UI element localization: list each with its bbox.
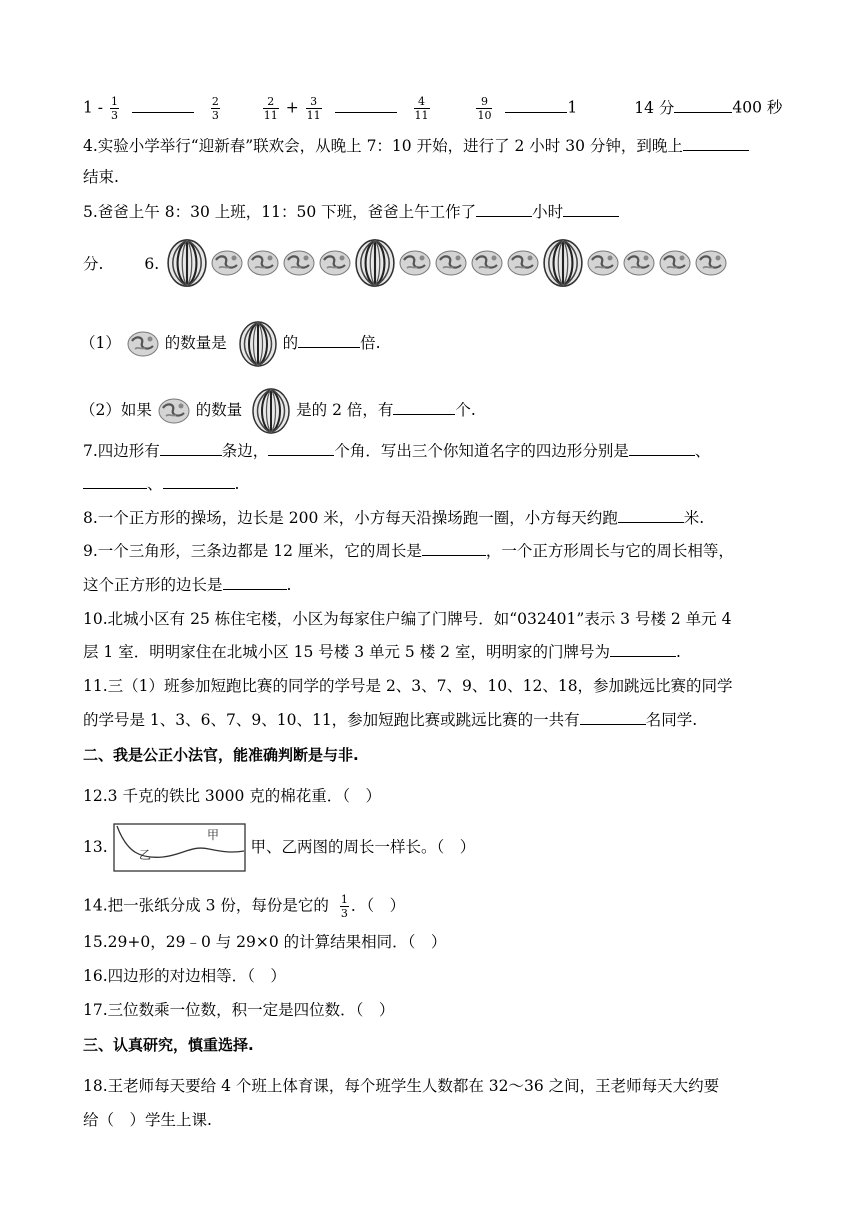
q9-line-1 xyxy=(83,541,734,561)
q3b-blank[interactable] xyxy=(335,98,397,113)
q3b-fraction-1: $\frac{2}{11}$ xyxy=(263,95,278,122)
watermelon-icon xyxy=(542,237,584,289)
q6-sub2-blank[interactable] xyxy=(393,400,455,415)
small-fruit-icon xyxy=(470,248,504,278)
q6-sub1-blank[interactable] xyxy=(298,333,360,348)
q3d-lhs: 14 分 xyxy=(634,98,675,117)
q6-sub1-prefix: （1） xyxy=(80,334,121,352)
small-fruit-icon xyxy=(586,248,620,278)
q14-text: 14.把一张纸分成 3 份，每份是它的 xyxy=(83,896,329,915)
small-fruit-icon xyxy=(398,248,432,278)
q9-text-3: 这个正方形的边长是 xyxy=(83,576,223,594)
q8-blank[interactable] xyxy=(618,508,684,523)
q5-text: 5.爸爸上午 8：30 上班，11：50 下班，爸爸上午工作了 xyxy=(83,203,477,221)
q10-end: . xyxy=(675,643,681,661)
q3a-blank[interactable] xyxy=(132,98,194,113)
q4-blank[interactable] xyxy=(683,136,749,151)
small-fruit-icon xyxy=(506,248,540,278)
q3d-blank[interactable] xyxy=(674,98,732,113)
q11-line-1 xyxy=(83,676,733,696)
q4-line-2 xyxy=(83,167,119,187)
q3-line xyxy=(83,95,782,122)
q5-hours-unit: 小时 xyxy=(532,203,564,221)
q18-line-1: 18.王老师每天要给 4 个班上体育课，每个班学生人数都在 32～36 之间，王老师每天大约要 xyxy=(83,1077,720,1095)
q3b-fraction-3: $\frac{4}{11}$ xyxy=(414,95,429,122)
q6-sub2-line xyxy=(80,387,476,435)
q6-sub2-mid: 的数量 xyxy=(195,401,243,419)
q7-blank-shape-3[interactable] xyxy=(163,474,235,489)
q5-blank-hours[interactable] xyxy=(476,202,532,217)
q4-line-1 xyxy=(83,136,749,156)
q10-text-1: 10.北城小区有 25 栋住宅楼，小区为每家住户编了门牌号．如“032401”表示 3 号楼 2 单元 4 xyxy=(83,610,732,628)
q8-line xyxy=(83,508,704,528)
q10-blank[interactable] xyxy=(610,642,676,657)
q3a-fraction-2: $\frac{2}{3}$ xyxy=(211,95,219,122)
section-2-title: 二、我是公正小法官，能准确判断是与非. xyxy=(83,746,359,764)
small-fruit-icon xyxy=(157,396,191,426)
small-fruit-icon xyxy=(318,248,352,278)
q13-label-jia: 甲 xyxy=(206,828,219,842)
q11-text-1: 11.三（1）班参加短跑比赛的同学的学号是 2、3、7、9、10、12、18，参加跳远比赛的同学 xyxy=(83,677,733,695)
q3c-rhs: 1 xyxy=(567,98,578,117)
watermelon-icon xyxy=(238,320,278,368)
q11-end: 名同学. xyxy=(645,711,698,729)
small-fruit-icon xyxy=(126,329,160,359)
q7-blank-sides[interactable] xyxy=(160,441,222,456)
q7-blank-shape-1[interactable] xyxy=(629,441,695,456)
q8-end: 米. xyxy=(683,509,705,527)
q3b-plus: + xyxy=(285,98,299,117)
q11-blank[interactable] xyxy=(580,710,646,725)
q4-text: 4.实验小学举行“迎新春”联欢会，从晚上 7：10 开始，进行了 2 小时 30 分钟，到晚上 xyxy=(83,137,683,155)
q9-text-1: 9.一个三角形，三条边都是 12 厘米，它的周长是 xyxy=(83,542,422,560)
q13-line xyxy=(83,822,475,873)
q6-sub1-end: 倍. xyxy=(360,334,381,352)
q8-text: 8.一个正方形的操场，边长是 200 米，小方每天沿操场跑一圈，小方每天约跑 xyxy=(83,509,618,527)
q12-line: 12.3 千克的铁比 3000 克的棉花重．（ ） xyxy=(83,787,381,805)
small-fruit-icon xyxy=(694,248,728,278)
q5-minutes-unit: 分. xyxy=(83,255,104,273)
q11-line-2 xyxy=(83,710,697,730)
q5-line-2 xyxy=(83,254,159,274)
q3d-rhs: 400 秒 xyxy=(732,98,783,117)
q5-blank-minutes[interactable] xyxy=(563,202,619,217)
watermelon-icon xyxy=(354,237,396,289)
q7-end: . xyxy=(234,475,240,493)
section-3-title: 三、认真研究，慎重选择. xyxy=(83,1036,254,1054)
q9-line-2 xyxy=(83,575,291,595)
q7-blank-shape-2[interactable] xyxy=(83,474,147,489)
small-fruit-icon xyxy=(246,248,280,278)
q9-blank-1[interactable] xyxy=(422,541,486,556)
q6-sub1-mid: 的数量是 xyxy=(164,334,227,352)
q10-line-2 xyxy=(83,642,681,662)
q3c-blank[interactable] xyxy=(505,98,567,113)
q11-text-2: 的学号是 1、3、6、7、9、10、11，参加短跑比赛或跳远比赛的一共有 xyxy=(83,711,580,729)
watermelon-icon xyxy=(251,387,291,435)
q3c-fraction: $\frac{9}{10}$ xyxy=(477,95,492,122)
q6-number: 6. xyxy=(144,255,160,273)
q10-text-2: 层 1 室．明明家住在北城小区 15 号楼 3 单元 5 楼 2 室，明明家的门牌号为 xyxy=(83,643,610,661)
watermelon-icon xyxy=(166,237,208,289)
small-fruit-icon xyxy=(622,248,656,278)
q16-line: 16.四边形的对边相等．（ ） xyxy=(83,967,286,985)
q3a-prefix: 1 - xyxy=(83,98,104,117)
q14-end: ．（ ） xyxy=(350,896,406,915)
q7-blank-angles[interactable] xyxy=(268,441,334,456)
q3a-fraction-1: $\frac{1}{3}$ xyxy=(110,95,118,122)
q7-text-2: 条边， xyxy=(221,442,269,460)
q13-label-yi: 乙 xyxy=(138,848,151,862)
q3b-fraction-2: $\frac{3}{11}$ xyxy=(306,95,321,122)
small-fruit-icon xyxy=(282,248,316,278)
q14-line xyxy=(83,893,405,920)
q13-number: 13. xyxy=(83,838,108,856)
q9-blank-2[interactable] xyxy=(223,575,287,590)
q7-sep-2: 、 xyxy=(147,475,163,493)
q13-text: 甲、乙两图的周长一样长。（ ） xyxy=(250,838,476,856)
q9-text-2: ，一个正方形周长与它的周长相等， xyxy=(485,542,734,560)
q18-line-2: 给（ ）学生上课. xyxy=(83,1111,212,1129)
q6-sub2-prefix: （2）如果 xyxy=(80,401,152,419)
small-fruit-icon xyxy=(434,248,468,278)
q6-sub1-line xyxy=(80,320,381,368)
small-fruit-icon xyxy=(658,248,692,278)
small-fruit-icon xyxy=(210,248,244,278)
q7-line-1 xyxy=(83,441,710,461)
q6-sub1-suffix: 的 xyxy=(282,334,299,352)
q7-line-2 xyxy=(83,474,239,494)
q7-text-1: 7.四边形有 xyxy=(83,442,160,460)
q9-end: . xyxy=(286,576,292,594)
q4-text-end: 结束. xyxy=(83,168,119,186)
q14-fraction: $\frac{1}{3}$ xyxy=(340,893,348,920)
q15-line: 15.29+0，29﹣0 与 29×0 的计算结果相同．（ ） xyxy=(83,933,447,951)
q7-text-3: 个角．写出三个你知道名字的四边形分别是 xyxy=(334,442,629,460)
q6-fruit-row xyxy=(166,235,730,291)
q10-line-1 xyxy=(83,609,731,629)
q7-sep-1: 、 xyxy=(694,442,711,460)
q13-figure xyxy=(113,823,246,873)
q5-line-1 xyxy=(83,202,619,222)
q6-sub2-suffix: 是的 2 倍，有 xyxy=(296,401,394,419)
q17-line: 17.三位数乘一位数，积一定是四位数．（ ） xyxy=(83,1001,395,1019)
q6-sub2-end: 个. xyxy=(455,401,476,419)
